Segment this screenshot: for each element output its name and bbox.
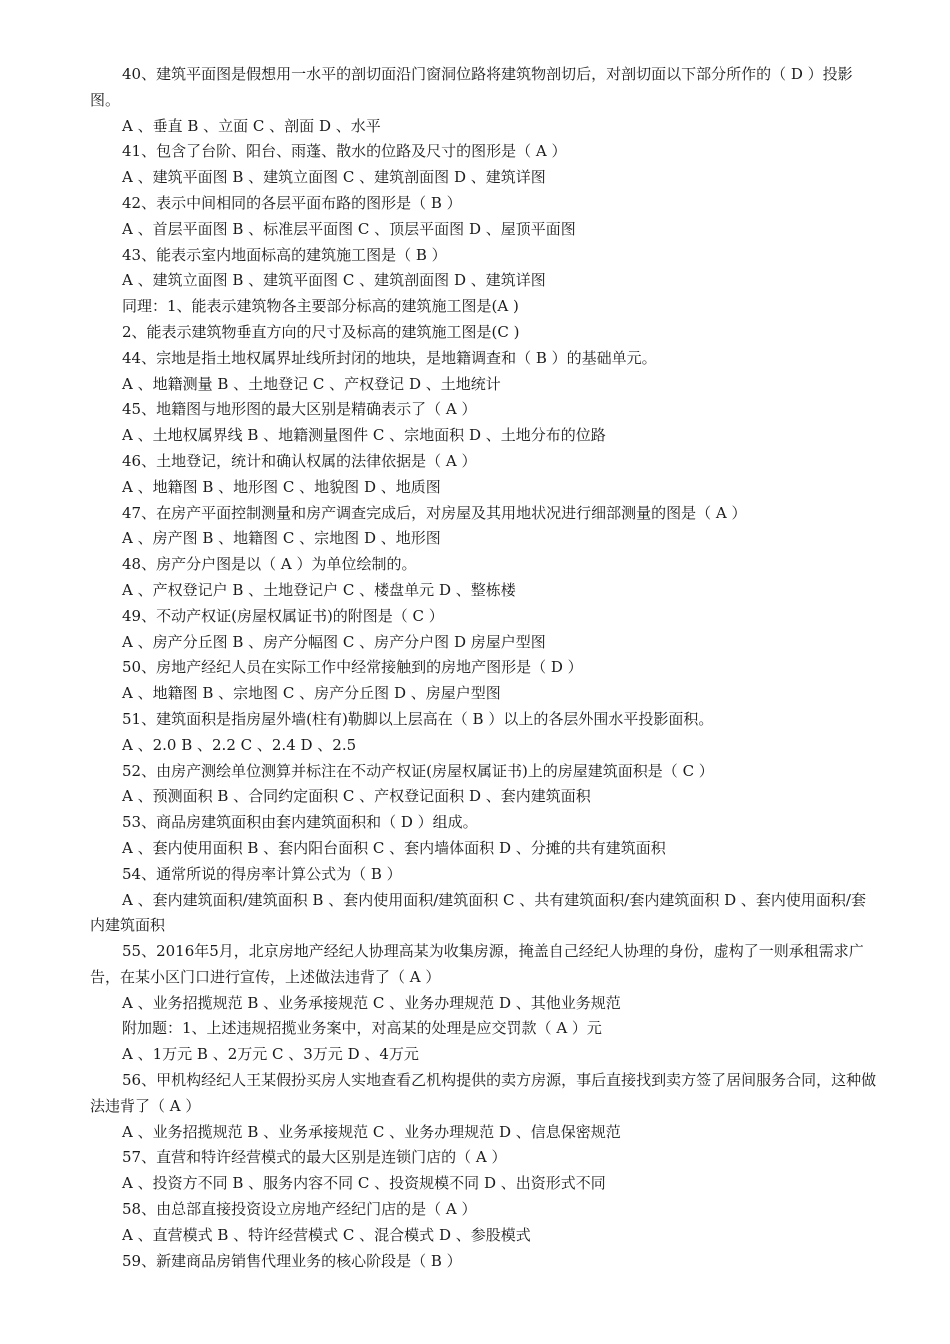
options-55: A 、业务招揽规范 B 、业务承接规范 C 、业务办理规范 D 、其他业务规范 bbox=[122, 993, 621, 1012]
options-50: A 、地籍图 B 、宗地图 C 、房产分丘图 D 、房屋户型图 bbox=[122, 684, 501, 703]
question-49: 49、不动产权证(房屋权属证书)的附图是（ C ） bbox=[122, 606, 444, 625]
question-47: 47、在房产平面控制测量和房产调查完成后，对房屋及其用地状况进行细部测量的图是（ A ） bbox=[122, 503, 747, 522]
question-51: 51、建筑面积是指房屋外墙(柱有)勒脚以上层高在（ B ）以上的各层外围水平投影面积。 bbox=[122, 709, 714, 728]
question-56: 56、甲机构经纪人王某假扮买房人实地查看乙机构提供的卖方房源，事后直接找到卖方签了居间服务合同，这种做法违背了（ A ） bbox=[90, 1071, 877, 1115]
question-52: 52、由房产测绘单位测算并标注在不动产权证(房屋权属证书)上的房屋建筑面积是（ C ） bbox=[122, 761, 714, 780]
options-46: A 、地籍图 B 、地形图 C 、地貌图 D 、地质图 bbox=[122, 477, 441, 496]
options-58: A 、直营模式 B 、特许经营模式 C 、混合模式 D 、参股模式 bbox=[122, 1225, 531, 1244]
question-43: 43、能表示室内地面标高的建筑施工图是（ B ） bbox=[122, 245, 447, 264]
options-45: A 、土地权属界线 B 、地籍测量图件 C 、宗地面积 D 、土地分布的位路 bbox=[122, 426, 606, 445]
question-57: 57、直营和特许经营模式的最大区别是连锁门店的（ A ） bbox=[122, 1148, 507, 1167]
note-similar-1: 同理：1、能表示建筑物各主要部分标高的建筑施工图是(A ) bbox=[122, 297, 519, 316]
options-51: A 、2.0 B 、2.2 C 、2.4 D 、2.5 bbox=[122, 735, 357, 754]
question-48: 48、房产分户图是以（ A ）为单位绘制的。 bbox=[122, 555, 417, 574]
question-46: 46、土地登记，统计和确认权属的法律依据是（ A ） bbox=[122, 451, 477, 470]
question-53: 53、商品房建筑面积由套内建筑面积和（ D ）组成。 bbox=[122, 813, 478, 832]
note-similar-2: 2、能表示建筑物垂直方向的尺寸及标高的建筑施工图是(C ) bbox=[122, 322, 520, 341]
options-49: A 、房产分丘图 B 、房产分幅图 C 、房产分户图 D 房屋户型图 bbox=[122, 632, 546, 651]
options-57: A 、投资方不同 B 、服务内容不同 C 、投资规模不同 D 、出资形式不同 bbox=[122, 1174, 606, 1193]
question-58: 58、由总部直接投资设立房地产经纪门店的是（ A ） bbox=[122, 1200, 477, 1219]
question-55: 55、2016年5月，北京房地产经纪人协理高某为收集房源，掩盖自己经纪人协理的身份，虚构了一则承租需求广告，在某小区门口进行宣传，上述做法违背了（ A ） bbox=[90, 942, 864, 986]
question-50: 50、房地产经纪人员在实际工作中经常接触到的房地产图形是（ D ） bbox=[122, 658, 583, 677]
bonus-question: 附加题：1、上述违规招揽业务案中，对高某的处理是应交罚款（ A ）元 bbox=[122, 1019, 602, 1038]
options-42: A 、首层平面图 B 、标准层平面图 C 、顶层平面图 D 、屋顶平面图 bbox=[122, 219, 576, 238]
options-41: A 、建筑平面图 B 、建筑立面图 C 、建筑剖面图 D 、建筑详图 bbox=[122, 168, 546, 187]
question-45: 45、地籍图与地形图的最大区别是精确表示了（ A ） bbox=[122, 400, 477, 419]
question-54: 54、通常所说的得房率计算公式为（ B ） bbox=[122, 864, 402, 883]
options-56: A 、业务招揽规范 B 、业务承接规范 C 、业务办理规范 D 、信息保密规范 bbox=[122, 1122, 621, 1141]
question-44: 44、宗地是指土地权属界址线所封闭的地块，是地籍调查和（ B ）的基础单元。 bbox=[122, 348, 657, 367]
question-40: 40、建筑平面图是假想用一水平的剖切面沿门窗洞位路将建筑物剖切后，对剖切面以下部分所作的（ D ）投影图。 bbox=[90, 65, 853, 109]
options-54: A 、套内建筑面积/建筑面积 B 、套内使用面积/建筑面积 C 、共有建筑面积/套内建筑面积 D 、套内使用面积/套内建筑面积 bbox=[90, 890, 866, 935]
question-42: 42、表示中间相同的各层平面布路的图形是（ B ） bbox=[122, 193, 462, 212]
options-bonus: A 、1万元 B 、2万元 C 、3万元 D 、4万元 bbox=[122, 1045, 419, 1064]
question-59: 59、新建商品房销售代理业务的核心阶段是（ B ） bbox=[122, 1251, 462, 1270]
options-43: A 、建筑立面图 B 、建筑平面图 C 、建筑剖面图 D 、建筑详图 bbox=[122, 271, 546, 290]
options-47: A 、房产图 B 、地籍图 C 、宗地图 D 、地形图 bbox=[122, 529, 441, 548]
options-40: A 、垂直 B 、立面 C 、剖面 D 、水平 bbox=[122, 116, 381, 135]
options-52: A 、预测面积 B 、合同约定面积 C 、产权登记面积 D 、套内建筑面积 bbox=[122, 787, 591, 806]
options-53: A 、套内使用面积 B 、套内阳台面积 C 、套内墙体面积 D 、分摊的共有建筑面积 bbox=[122, 838, 666, 857]
options-44: A 、地籍测量 B 、土地登记 C 、产权登记 D 、土地统计 bbox=[122, 374, 501, 393]
document-page bbox=[90, 62, 880, 1274]
options-48: A 、产权登记户 B 、土地登记户 C 、楼盘单元 D 、整栋楼 bbox=[122, 580, 516, 599]
question-41: 41、包含了台阶、阳台、雨蓬、散水的位路及尺寸的图形是（ A ） bbox=[122, 142, 567, 161]
